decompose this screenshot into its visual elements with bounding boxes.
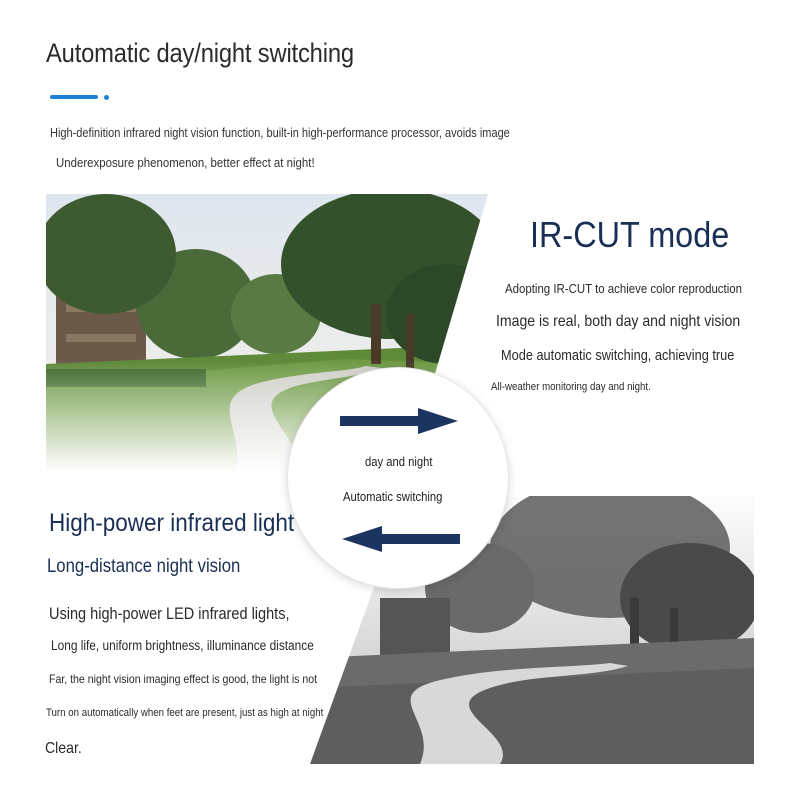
switch-label-1: day and night <box>365 455 433 469</box>
ircut-line-3: Mode automatic switching, achieving true <box>501 348 735 364</box>
infrared-line-2: Long life, uniform brightness, illuminance distance <box>51 638 314 653</box>
ircut-line-4: All-weather monitoring day and night. <box>491 381 651 393</box>
infrared-line-4: Turn on automatically when feet are present, just as high at night <box>46 707 324 719</box>
ircut-line-2: Image is real, both day and night vision <box>496 313 741 330</box>
intro-line-2: Underexposure phenomenon, better effect at night! <box>56 155 315 170</box>
arrow-right-icon <box>338 406 462 436</box>
infrared-heading: High-power infrared light <box>49 509 295 537</box>
page-title: Automatic day/night switching <box>46 38 354 68</box>
infrared-line-5: Clear. <box>45 740 82 757</box>
intro-line-1: High-definition infrared night vision function, built-in high-performance processor, avoids image <box>50 126 510 140</box>
ircut-heading: IR-CUT mode <box>530 214 730 255</box>
ircut-line-1: Adopting IR-CUT to achieve color reproduction <box>505 281 742 296</box>
infrared-line-1: Using high-power LED infrared lights, <box>49 605 290 623</box>
arrow-left-icon <box>338 524 462 554</box>
switching-circle <box>288 368 508 588</box>
accent-underline <box>50 95 98 99</box>
infrared-subheading: Long-distance night vision <box>47 556 241 577</box>
accent-dot <box>104 95 109 100</box>
infrared-line-3: Far, the night vision imaging effect is good, the light is not <box>49 672 318 686</box>
switch-label-2: Automatic switching <box>343 490 443 504</box>
